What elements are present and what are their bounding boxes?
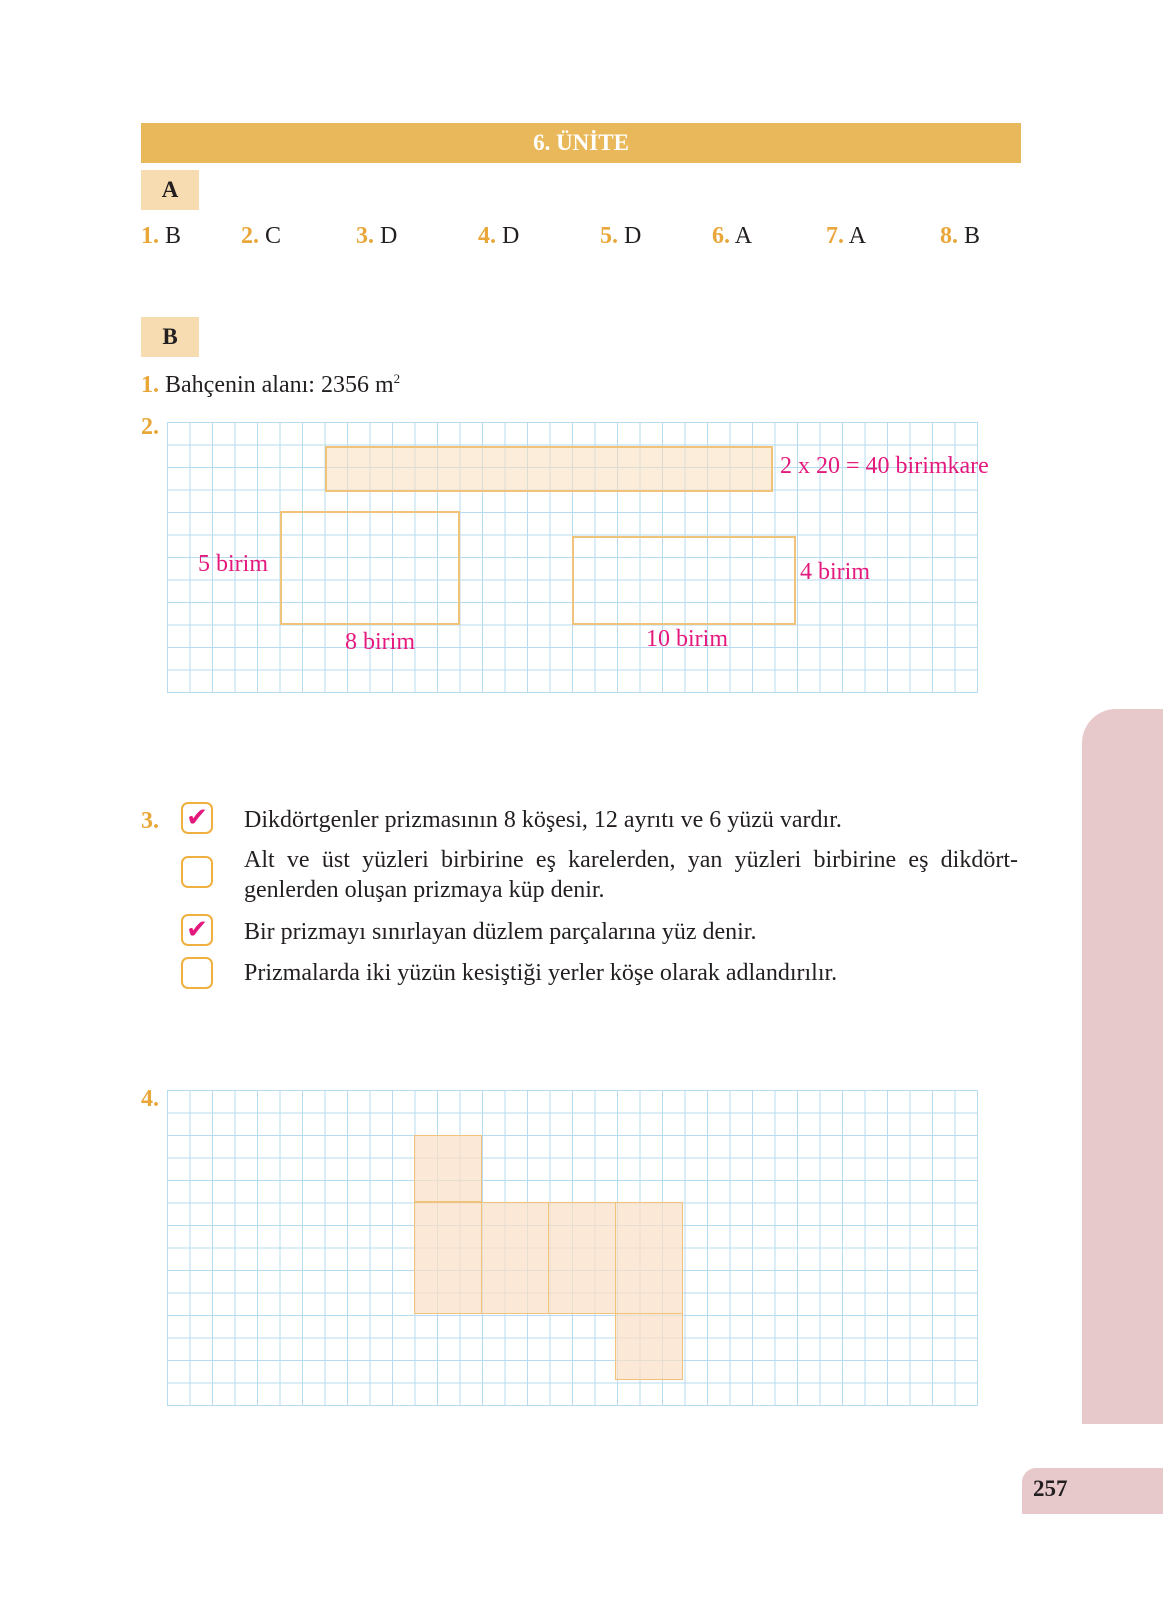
answer-item: 3. D [356,223,398,249]
checkbox-unchecked[interactable] [181,957,213,989]
question-4-number: 4. [141,1086,159,1112]
label-4-birim: 4 birim [800,559,870,585]
question-1: 1. Bahçenin alanı: 2356 $m^2$ [141,371,401,398]
statement-4: Prizmalarda iki yüzün kesiştiği yerler köşe olarak adlandırılır. [244,960,838,986]
label-area: 2 x 20 = 40 birimkare [780,453,989,479]
rectangle-4x10 [572,536,796,625]
rectangle-2x20 [325,446,773,492]
checkbox-checked[interactable] [181,914,213,946]
answer-item: 1. B [141,223,182,249]
cube-net-face [414,1135,482,1202]
checkbox-checked[interactable] [181,802,213,834]
cube-net-face [615,1313,683,1380]
cube-net-face [414,1202,482,1314]
statement-2-line-2: genlerden oluşan prizmaya küp denir. [244,877,605,903]
page-number-tab [1022,1468,1163,1514]
unit-title: 6. ÜNİTE [533,130,629,155]
page-number: 257 [1033,1476,1068,1501]
checkbox-unchecked[interactable] [181,856,213,888]
unit-exponent: 2 [393,371,401,386]
statement-2-line-1: Alt ve üst yüzleri birbirine eş karelerden, yan yüzleri birbirine eş dikdört- [244,847,1018,873]
check-icon: ✔ [186,915,208,945]
label-8-birim: 8 birim [345,629,415,655]
cube-net-face [615,1202,683,1314]
answer-item: 2. C [241,223,282,249]
section-b-label: B [162,324,178,349]
answer-item: 4. D [478,223,520,249]
section-b-tag [141,317,199,357]
statement-3: Bir prizmayı sınırlayan düzlem parçalarına yüz denir. [244,919,757,945]
question-2-number: 2. [141,414,159,440]
answer-item: 6. A [712,223,753,249]
rectangle-5x8 [280,511,460,625]
cube-net-face [481,1202,549,1314]
label-10-birim: 10 birim [646,626,728,652]
unit-title-bar [141,123,1021,163]
cube-net-face [548,1202,616,1314]
label-5-birim: 5 birim [198,551,268,577]
section-a-tag [141,170,199,210]
question-1-text: Bahçenin alanı: 2356 m [165,372,394,398]
question-3-number: 3. [141,808,159,834]
check-icon: ✔ [186,803,208,833]
statement-1: Dikdörtgenler prizmasının 8 köşesi, 12 ayrıtı ve 6 yüzü vardır. [244,807,842,833]
answer-item: 5. D [600,223,642,249]
answer-item: 7. A [826,223,867,249]
section-a-label: A [161,177,179,202]
answer-item: 8. B [940,223,981,249]
side-tab [1082,709,1163,1424]
